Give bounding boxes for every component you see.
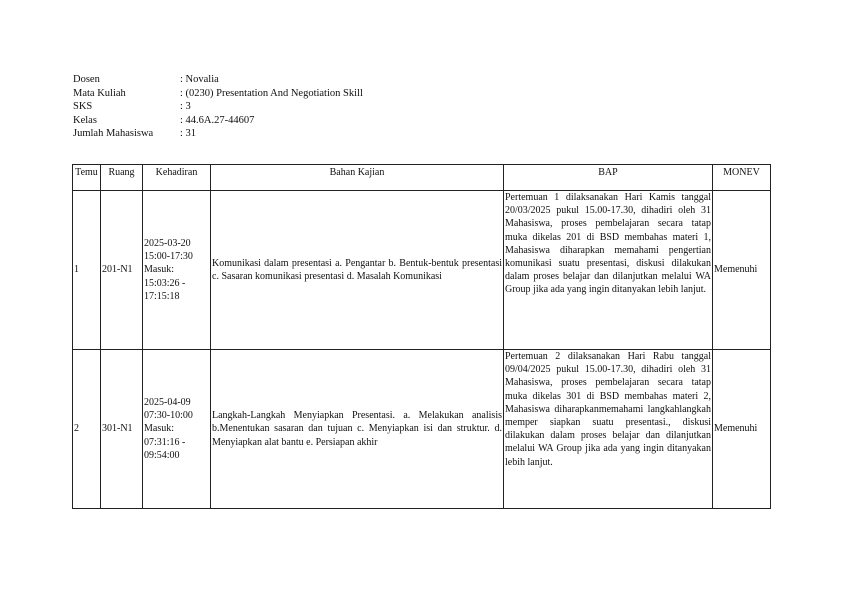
header-kehadiran: Kehadiran bbox=[143, 165, 211, 191]
cell-monev: Memenuhi bbox=[713, 191, 771, 350]
kehadiran-keluar-time: 09:54:00 bbox=[144, 449, 180, 461]
header-monev: MONEV bbox=[713, 165, 771, 191]
kelas-value: : 44.6A.27-44607 bbox=[180, 114, 254, 128]
kehadiran-tanggal: 2025-03-20 bbox=[144, 237, 191, 249]
kehadiran-masuk-label: Masuk: bbox=[144, 423, 174, 435]
matkul-label: Mata Kuliah bbox=[73, 87, 126, 99]
header-ruang: Ruang bbox=[101, 165, 143, 191]
table-header-row bbox=[73, 165, 771, 191]
matkul-value: : (0230) Presentation And Negotiation Skill bbox=[180, 87, 363, 101]
attendance-table bbox=[72, 164, 771, 509]
kehadiran-masuk-time: 07:31:16 - bbox=[144, 436, 186, 448]
sks-value: : 3 bbox=[180, 100, 191, 114]
kehadiran-keluar-time: 17:15:18 bbox=[144, 290, 180, 302]
info-row-dosen bbox=[73, 73, 363, 87]
kehadiran-jam: 15:00-17:30 bbox=[144, 251, 193, 263]
cell-bahan-kajian: Komunikasi dalam presentasi a. Pengantar b. Bentuk-bentuk presentasi c. Sasaran komunikasi presentasi d. Masalah Komunikasi bbox=[211, 191, 504, 350]
kehadiran-masuk-label: Masuk: bbox=[144, 264, 174, 276]
table-row bbox=[73, 191, 771, 350]
cell-bap: Pertemuan 2 dilaksanakan Hari Rabu tanggal 09/04/2025 pukul 15.00-17.30, dihadiri oleh 31 Mahasiswa, proses pembelajaran secara tatap muka dikelas 301 di BSD membahas materi 2, Mahasiswa diharapkanmemahami langkahlangkah memper siapkan suatu presentasi., diskusi dilakukan dalam proses belajar dan dilanjutkan melalui WA Group jika ada yang ingin ditanyakan lebih lanjut. bbox=[504, 350, 713, 509]
kehadiran-masuk-time: 15:03:26 - bbox=[144, 277, 186, 289]
cell-temu: 1 bbox=[73, 191, 101, 350]
dosen-value: : Novalia bbox=[180, 73, 219, 87]
header-bap: BAP bbox=[504, 165, 713, 191]
kelas-label: Kelas bbox=[73, 114, 97, 126]
cell-ruang: 301-N1 bbox=[101, 350, 143, 509]
cell-monev: Memenuhi bbox=[713, 350, 771, 509]
header-temu: Temu bbox=[73, 165, 101, 191]
header-bahan-kajian: Bahan Kajian bbox=[211, 165, 504, 191]
kehadiran-jam: 07:30-10:00 bbox=[144, 410, 193, 422]
course-info bbox=[73, 73, 363, 141]
info-row-sks bbox=[73, 100, 363, 114]
table-row bbox=[73, 350, 771, 509]
cell-bap: Pertemuan 1 dilaksanakan Hari Kamis tanggal 20/03/2025 pukul 15.00-17.30, dihadiri oleh 31 Mahasiswa, proses pembelajaran secara tatap muka dikelas 201 di BSD membahas materi 1, Mahasiswa diharapkan memahami pengertian komunikasi suatu presentasi, diskusi dilakukan dalam proses belajar dan dilanjutkan melalui WA Group jika ada yang ingin ditanyakan lebih lanjut. bbox=[504, 191, 713, 350]
cell-ruang: 201-N1 bbox=[101, 191, 143, 350]
dosen-label: Dosen bbox=[73, 74, 100, 85]
info-row-jumlah bbox=[73, 127, 363, 141]
info-row-kelas bbox=[73, 114, 363, 128]
jumlah-label: Jumlah Mahasiswa bbox=[73, 128, 154, 140]
cell-kehadiran bbox=[143, 191, 211, 350]
kehadiran-tanggal: 2025-04-09 bbox=[144, 396, 191, 408]
cell-kehadiran bbox=[143, 350, 211, 509]
cell-bahan-kajian: Langkah-Langkah Menyiapkan Presentasi. a. Melakukan analisis b.Menentukan sasaran dan tujuan c. Menyiapkan isi dan struktur. d. Menyiapkan alat bantu e. Persiapan akhir bbox=[211, 350, 504, 509]
jumlah-value: : 31 bbox=[180, 127, 196, 141]
cell-temu: 2 bbox=[73, 350, 101, 509]
info-row-matkul bbox=[73, 87, 363, 101]
sks-label: SKS bbox=[73, 101, 93, 113]
